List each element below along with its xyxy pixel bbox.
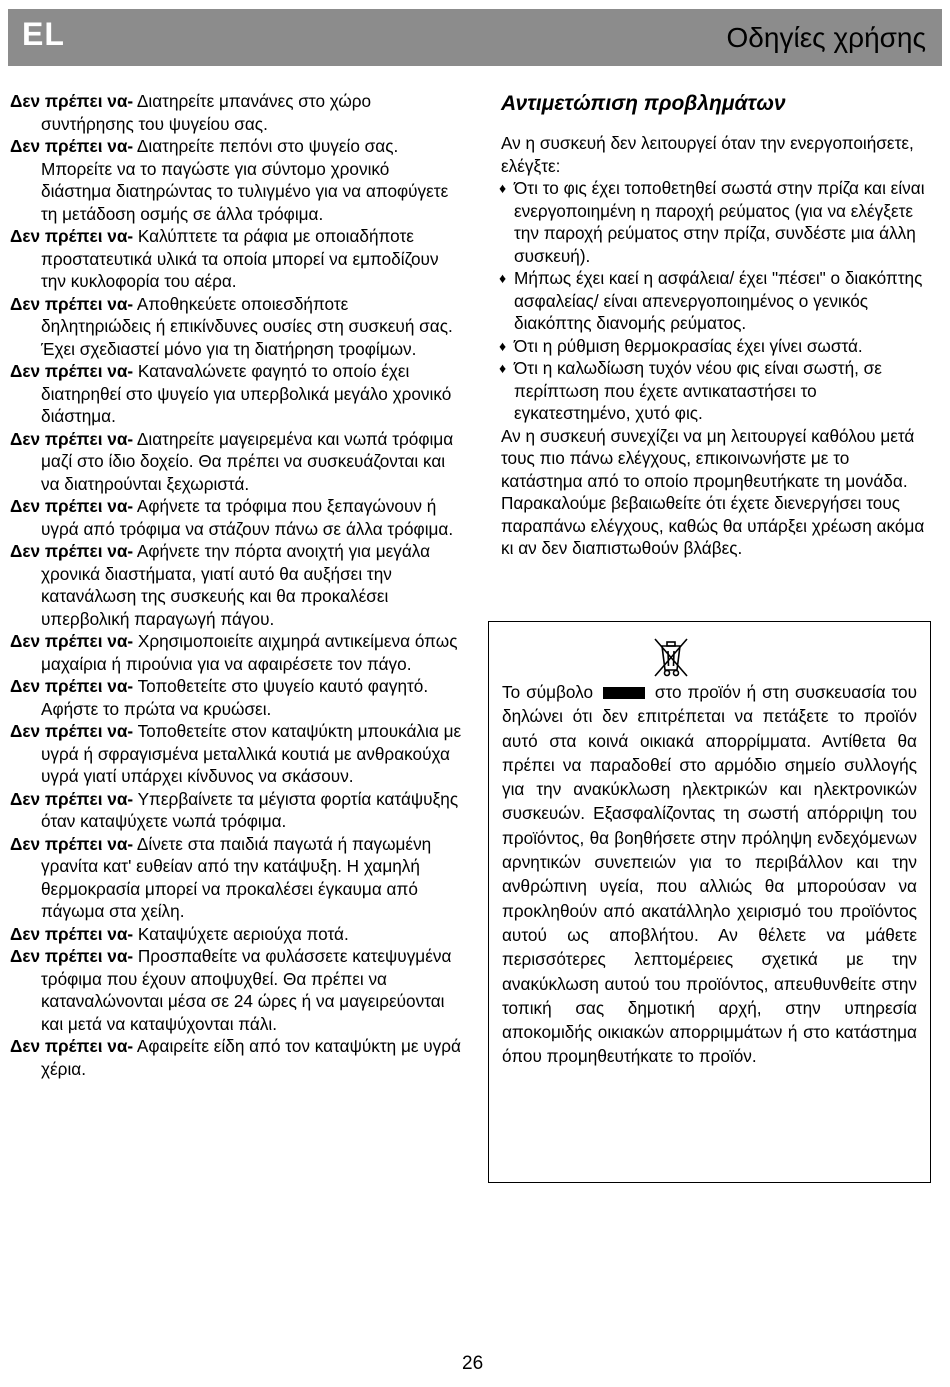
rule-text: Αφήνετε την πόρτα ανοιχτή για μεγάλα χρονικά διαστήματα, γιατί αυτό θα αυξήσει την κατανάλωση της συσκευής και θα προκαλέσει υπερβολική παραγωγή πάγου. bbox=[41, 541, 431, 629]
check-text: Μήπως έχει καεί η ασφάλεια/ έχει "πέσει" ο διακόπτης ασφαλείας/ είναι απενεργοποιημένος ο γενικός διακόπτης διανομής ρεύματος. bbox=[514, 268, 923, 333]
rule-text: Αφήνετε τα τρόφιμα που ξεπαγώνουν ή υγρά από τρόφιμα να στάζουν πάνω σε άλλα τρόφιμα. bbox=[41, 496, 454, 539]
rule-item bbox=[10, 428, 462, 496]
rule-prefix: Δεν πρέπει να- bbox=[10, 91, 134, 111]
check-item bbox=[501, 267, 931, 335]
diamond-bullet-icon: ♦ bbox=[499, 337, 507, 354]
rule-text: Διατηρείτε μπανάνες στο χώρο συντήρησης του ψυγείου σας. bbox=[41, 91, 372, 134]
troubleshooting-followup: Αν η συσκευή συνεχίζει να μη λειτουργεί καθόλου μετά τους πιο πάνω ελέγχους, επικοινωνήστε με το κατάστημα από το οποίο προμηθευτήκατε τη μονάδα. bbox=[501, 425, 915, 491]
rule-prefix: Δεν πρέπει να- bbox=[10, 833, 134, 854]
rule-prefix: Δεν πρέπει να- bbox=[10, 923, 134, 944]
check-item bbox=[501, 357, 931, 425]
crossed-out-bin-icon bbox=[651, 636, 691, 678]
page-number: 26 bbox=[462, 1353, 484, 1374]
rule-text: Προσπαθείτε να φυλάσσετε κατεψυγμένα τρόφιμα που έχουν αποψυχθεί. Θα πρέπει να καταναλώνονται μέσα σε 24 ώρες ή να μαγειρεύονται και μετά να καταψύχονται πάλι. bbox=[41, 946, 452, 1034]
language-code: EL bbox=[22, 16, 65, 52]
rule-item bbox=[10, 293, 462, 361]
page-title: Οδηγίες χρήσης bbox=[726, 22, 926, 53]
rule-item bbox=[10, 495, 462, 540]
diamond-bullet-icon: ♦ bbox=[499, 180, 507, 196]
dont-rules-list bbox=[10, 90, 462, 1080]
rule-item bbox=[10, 833, 462, 923]
check-text: Ότι η καλωδίωση τυχόν νέου φις είναι σωστή, σε περίπτωση που έχετε αντικαταστήσει το εγκατεστημένο, χυτό φις. bbox=[514, 358, 882, 423]
rule-item bbox=[10, 675, 462, 720]
rule-item bbox=[10, 923, 462, 946]
disposal-text bbox=[502, 680, 917, 1069]
rule-prefix: Δεν πρέπει να- bbox=[10, 721, 134, 741]
rule-text: Αποθηκεύετε οποιεσδήποτε δηλητηριώδεις ή επικίνδυνες ουσίες στη συσκευή σας. Έχει σχεδιαστεί μόνο για τη διατήρηση τροφίμων. bbox=[41, 293, 453, 359]
rule-text: Καλύπτετε τα ράφια με οποιαδήποτε προστατευτικά υλικά τα οποία μπορεί να εμποδίζουν την κυκλοφορία του αέρα. bbox=[41, 226, 439, 291]
rule-text: Διατηρείτε μαγειρεμένα και νωπά τρόφιμα μαζί στο ίδιο δοχείο. Θα πρέπει να συσκευάζονται και να διατηρούνται ξεχωριστά. bbox=[41, 428, 454, 494]
troubleshooting-intro: Αν η συσκευή δεν λειτουργεί όταν την ενεργοποιήσετε, ελέγξτε: bbox=[501, 133, 914, 176]
rule-prefix: Δεν πρέπει να- bbox=[10, 496, 134, 516]
rule-text: Καταψύχετε αεριούχα ποτά. bbox=[133, 923, 349, 944]
check-item bbox=[501, 335, 931, 358]
rule-text: Δίνετε στα παιδιά παγωτά ή παγωμένη γρανίτα κατ' ευθείαν από την κατάψυξη. Η χαμηλή θερμοκρασία μπορεί να προκαλέσει έγκαυμα από πάγωμα στα χείλη. bbox=[41, 833, 432, 921]
rule-item bbox=[10, 945, 462, 1035]
rule-prefix: Δεν πρέπει να- bbox=[10, 676, 134, 696]
rule-prefix: Δεν πρέπει να- bbox=[10, 293, 134, 314]
rule-prefix: Δεν πρέπει να- bbox=[10, 136, 134, 156]
rule-text: Διατηρείτε πεπόνι στο ψυγείο σας. Μπορείτε να το παγώστε για σύντομο χρονικό διάστημα διατηρώντας το τυλιγμένο για να αποφύγετε τη μετάδοση οσμής σε άλλα τρόφιμα. bbox=[41, 136, 449, 224]
diamond-bullet-icon: ♦ bbox=[499, 270, 507, 286]
disposal-text-rest: στο προϊόν ή στη συσκευασία του δηλώνει ότι δεν επιτρέπεται να πετάξετε το προϊόν αυτό στα κοινά οικιακά απορρίμματα. Αντίθετα θα πρέπει να παραδοθεί στο αρμόδιο σημείο συλλογής για την ανακύκλωση ηλεκτρικών και ηλεκτρονικών συσκευών. Εξασφαλίζοντας τη σωστή απόρριψη του προϊόντος, θα βοηθήσετε στην πρόληψη ενδεχόμενων αρνητικών συνεπειών για το περιβάλλον και την ανθρώπινη υγεία, που αλλιώς θα μπορούσαν να προκληθούν από ακατάλληλο χειρισμό του προϊόντος αυτού ως αποβλήτου. Αν θέλετε να μάθετε περισσότερες λεπτομέρειες σχετικά με την ανακύκλωση αυτού του προϊόντος, απευθυνθείτε στην τοπική σας δημοτική αρχή, στην υπηρεσία αποκομιδής οικιακών απορριμμάτων ή στο κατάστημα όπου προμηθευτήκατε το προϊόν. bbox=[502, 682, 918, 1067]
check-text: Ότι το φις έχει τοποθετηθεί σωστά στην πρίζα και είναι ενεργοποιημένη η παροχή ρεύματος (για να ελέγξετε την παροχή ρεύματος στην πρίζα, συνδέστε μια άλλη συσκευή). bbox=[514, 178, 925, 266]
troubleshooting-section bbox=[501, 90, 931, 560]
check-text: Ότι η ρύθμιση θερμοκρασίας έχει γίνει σωστά. bbox=[514, 335, 863, 356]
rule-text: Υπερβαίνετε τα μέγιστα φορτία κατάψυξης όταν καταψύχετε νωπά τρόφιμα. bbox=[41, 788, 459, 831]
rule-item bbox=[10, 540, 462, 630]
rule-prefix: Δεν πρέπει να- bbox=[10, 1036, 134, 1056]
rule-prefix: Δεν πρέπει να- bbox=[10, 788, 134, 809]
rule-prefix: Δεν πρέπει να- bbox=[10, 226, 134, 246]
troubleshooting-heading: Αντιμετώπιση προβλημάτων bbox=[501, 92, 786, 115]
rule-prefix: Δεν πρέπει να- bbox=[10, 428, 134, 449]
disposal-notice-box bbox=[488, 621, 931, 1183]
page-header bbox=[8, 9, 942, 66]
diamond-bullet-icon: ♦ bbox=[499, 360, 507, 376]
rule-prefix: Δεν πρέπει να- bbox=[10, 541, 134, 561]
rule-item bbox=[10, 135, 462, 225]
rule-text: Καταναλώνετε φαγητό το οποίο έχει διατηρηθεί στο ψυγείο για υπερβολικά μεγάλο χρονικό διάστημα. bbox=[41, 361, 452, 426]
rule-prefix: Δεν πρέπει να- bbox=[10, 631, 134, 651]
rule-text: Χρησιμοποιείτε αιχμηρά αντικείμενα όπως μαχαίρια ή πιρούνια για να αφαιρέσετε τον πάγο. bbox=[41, 631, 458, 674]
rule-item bbox=[10, 1035, 462, 1080]
rule-item bbox=[10, 788, 462, 833]
rule-prefix: Δεν πρέπει να- bbox=[10, 946, 134, 966]
rule-text: Τοποθετείτε στο ψυγείο καυτό φαγητό. Αφήστε το πρώτα να κρυώσει. bbox=[41, 676, 429, 719]
disposal-text-start: Το σύμβολο bbox=[502, 682, 594, 702]
rule-text: Αφαιρείτε είδη από τον καταψύκτη με υγρά χέρια. bbox=[41, 1036, 461, 1079]
rule-text: Τοποθετείτε στον καταψύκτη μπουκάλια με υγρά ή σφραγισμένα μεταλλικά κουτιά με ανθρακούχα υγρά γιατί υπάρχει κίνδυνος να σκάσουν. bbox=[41, 721, 462, 786]
rule-item bbox=[10, 225, 462, 293]
rule-item bbox=[10, 360, 462, 428]
rule-item bbox=[10, 720, 462, 788]
check-item bbox=[501, 177, 931, 267]
troubleshooting-note: Παρακαλούμε βεβαιωθείτε ότι έχετε διενεργήσει τους παραπάνω ελέγχους, καθώς θα υπάρξει χρέωση ακόμα κι αν δεν διαπιστωθούν βλάβες. bbox=[501, 493, 925, 558]
rule-item bbox=[10, 90, 462, 135]
symbol-bar-icon bbox=[603, 687, 645, 699]
rule-item bbox=[10, 630, 462, 675]
rule-prefix: Δεν πρέπει να- bbox=[10, 361, 134, 381]
